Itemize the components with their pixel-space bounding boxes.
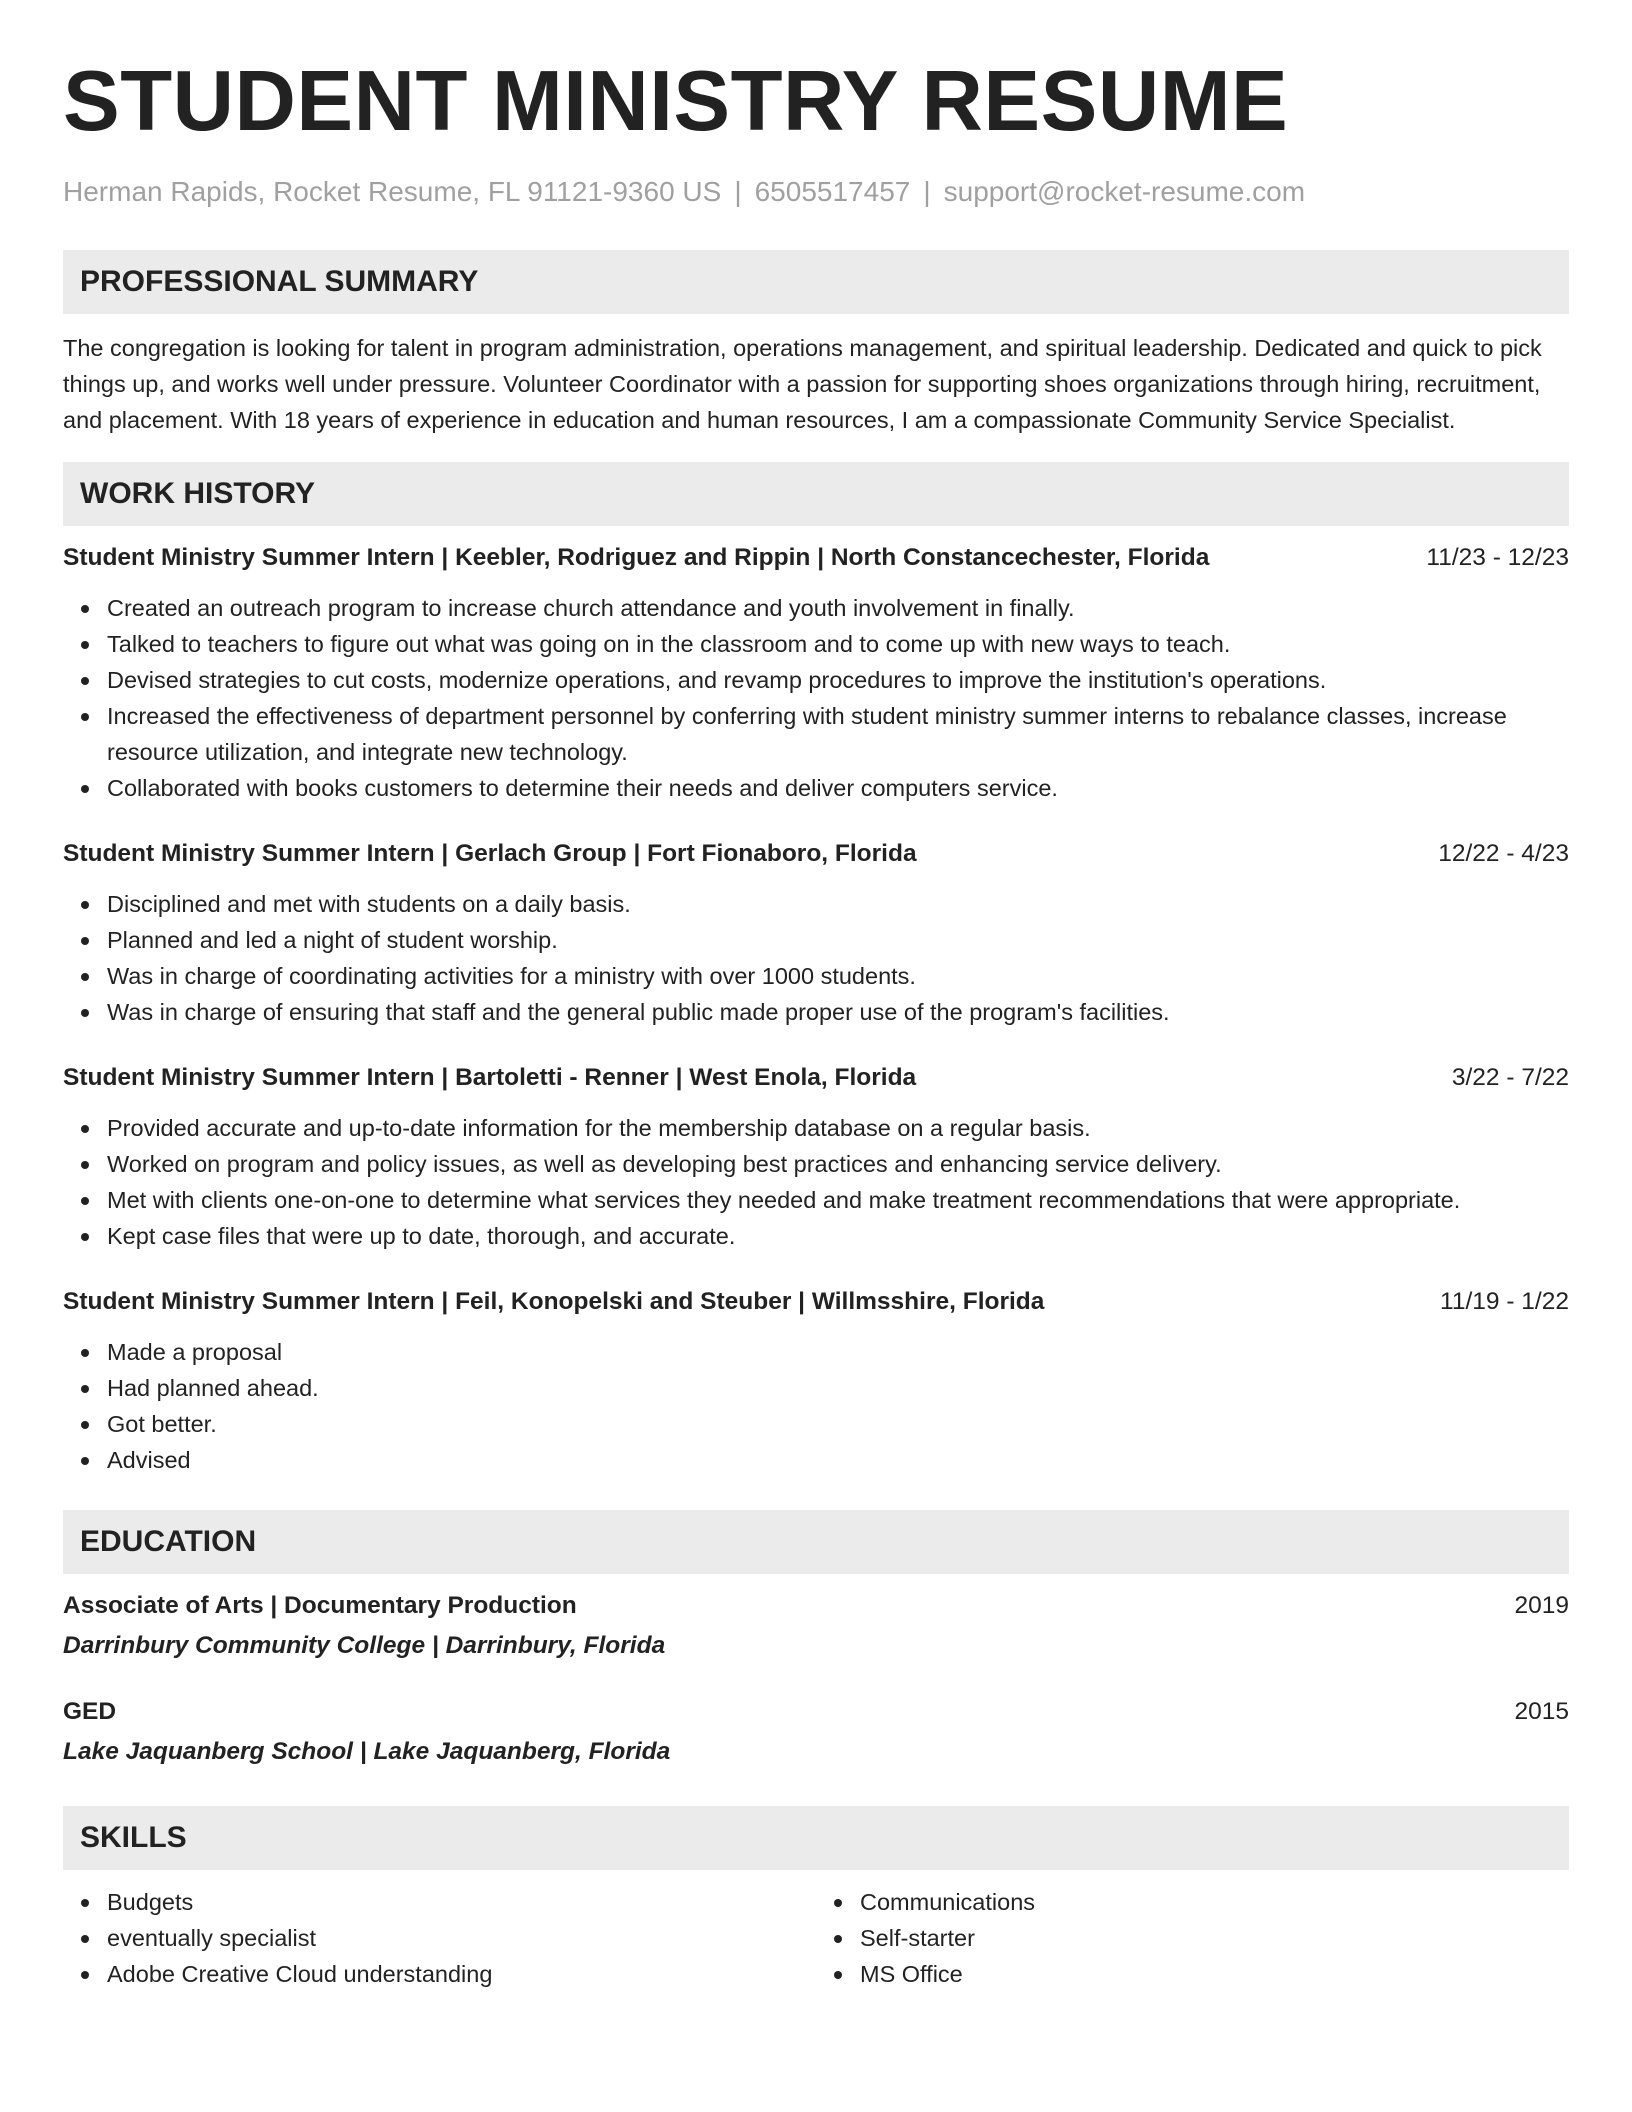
- job-bullet: Was in charge of ensuring that staff and the general public made proper use of the program's facilities.: [107, 994, 1569, 1030]
- section-header-skills: SKILLS: [63, 1806, 1569, 1870]
- education-header: [63, 1694, 1569, 1730]
- job-title: Student Ministry Summer Intern | Keebler, Rodriguez and Rippin | North Constancechester, Florida: [63, 544, 1210, 571]
- job-entry: [63, 540, 1569, 806]
- education-school: Lake Jaquanberg School | Lake Jaquanberg, Florida: [63, 1738, 671, 1765]
- job-bullet: Kept case files that were up to date, thorough, and accurate.: [107, 1218, 1569, 1254]
- skill-item: Budgets: [107, 1884, 816, 1920]
- contact-separator: |: [923, 176, 931, 207]
- job-bullet: Provided accurate and up-to-date information for the membership database on a regular basis.: [107, 1110, 1569, 1146]
- job-title: Student Ministry Summer Intern | Feil, Konopelski and Steuber | Willmsshire, Florida: [63, 1288, 1045, 1315]
- skill-item: Communications: [860, 1884, 1569, 1920]
- job-bullet: Advised: [107, 1442, 1569, 1478]
- job-bullet: Devised strategies to cut costs, modernize operations, and revamp procedures to improve the institution's operations.: [107, 662, 1569, 698]
- job-title: Student Ministry Summer Intern | Gerlach Group | Fort Fionaboro, Florida: [63, 840, 917, 867]
- skills-column-right: [816, 1884, 1569, 1992]
- job-bullet: Worked on program and policy issues, as well as developing best practices and enhancing service delivery.: [107, 1146, 1569, 1182]
- job-bullet: Collaborated with books customers to determine their needs and deliver computers service.: [107, 770, 1569, 806]
- job-header: [63, 1284, 1569, 1320]
- job-header: [63, 836, 1569, 872]
- job-dates: 3/22 - 7/22: [1451, 1064, 1569, 1091]
- education-year: 2019: [1514, 1592, 1569, 1619]
- job-bullet: Met with clients one-on-one to determine what services they needed and make treatment recommendations that were appropriate.: [107, 1182, 1569, 1218]
- job-bullet: Disciplined and met with students on a daily basis.: [107, 886, 1569, 922]
- education-year: 2015: [1514, 1698, 1569, 1725]
- job-title: Student Ministry Summer Intern | Bartoletti - Renner | West Enola, Florida: [63, 1064, 917, 1091]
- job-dates: 11/19 - 1/22: [1440, 1288, 1569, 1315]
- resume-title: STUDENT MINISTRY RESUME: [63, 54, 1289, 149]
- contact-line: [63, 174, 1569, 210]
- contact-separator: |: [734, 176, 742, 207]
- job-dates: 11/23 - 12/23: [1426, 544, 1569, 571]
- job-bullet: Increased the effectiveness of department personnel by conferring with student ministry summer interns to rebalance classes, increase resource utilization, and integrate new technology.: [107, 698, 1569, 770]
- education-entry: [63, 1694, 1569, 1770]
- job-bullet: Was in charge of coordinating activities for a ministry with over 1000 students.: [107, 958, 1569, 994]
- job-header: [63, 540, 1569, 576]
- skills-list: [63, 1884, 1569, 1992]
- education-header: [63, 1588, 1569, 1624]
- section-header-summary: PROFESSIONAL SUMMARY: [63, 250, 1569, 314]
- job-bullet: Planned and led a night of student worship.: [107, 922, 1569, 958]
- job-bullet: Talked to teachers to figure out what was going on in the classroom and to come up with new ways to teach.: [107, 626, 1569, 662]
- education-entry: [63, 1588, 1569, 1664]
- job-bullet: Had planned ahead.: [107, 1370, 1569, 1406]
- skill-item: eventually specialist: [107, 1920, 816, 1956]
- section-header-education: EDUCATION: [63, 1510, 1569, 1574]
- job-bullet-list: [63, 1110, 1569, 1254]
- job-header: [63, 1060, 1569, 1096]
- job-entry: [63, 1284, 1569, 1478]
- contact-email: support@rocket-resume.com: [943, 176, 1306, 207]
- education-degree: Associate of Arts | Documentary Production: [63, 1592, 577, 1619]
- job-bullet-list: [63, 590, 1569, 806]
- section-header-work-history: WORK HISTORY: [63, 462, 1569, 526]
- job-bullet: Created an outreach program to increase church attendance and youth involvement in finally.: [107, 590, 1569, 626]
- skills-column-left: [63, 1884, 816, 1992]
- job-entry: [63, 1060, 1569, 1254]
- skill-item: Self-starter: [860, 1920, 1569, 1956]
- job-bullet-list: [63, 886, 1569, 1030]
- skill-item: Adobe Creative Cloud understanding: [107, 1956, 816, 1992]
- education-degree: GED: [63, 1698, 117, 1725]
- contact-phone: 6505517457: [754, 176, 911, 207]
- contact-address: Herman Rapids, Rocket Resume, FL 91121-9360 US: [63, 176, 722, 207]
- job-bullet: Got better.: [107, 1406, 1569, 1442]
- education-school: Darrinbury Community College | Darrinbury, Florida: [63, 1632, 666, 1659]
- job-bullet-list: [63, 1334, 1569, 1478]
- summary-text: The congregation is looking for talent in program administration, operations management, and spiritual leadership. Dedicated and quick to pick things up, and works well under pressure. Volunteer Coordinator with a passion for supporting shoes organizations through hiring, recruitment, and placement. With 18 years of experience in education and human resources, I am a compassionate Community Service Specialist.: [63, 335, 1542, 433]
- job-entry: [63, 836, 1569, 1030]
- job-bullet: Made a proposal: [107, 1334, 1569, 1370]
- skill-item: MS Office: [860, 1956, 1569, 1992]
- job-dates: 12/22 - 4/23: [1438, 840, 1569, 867]
